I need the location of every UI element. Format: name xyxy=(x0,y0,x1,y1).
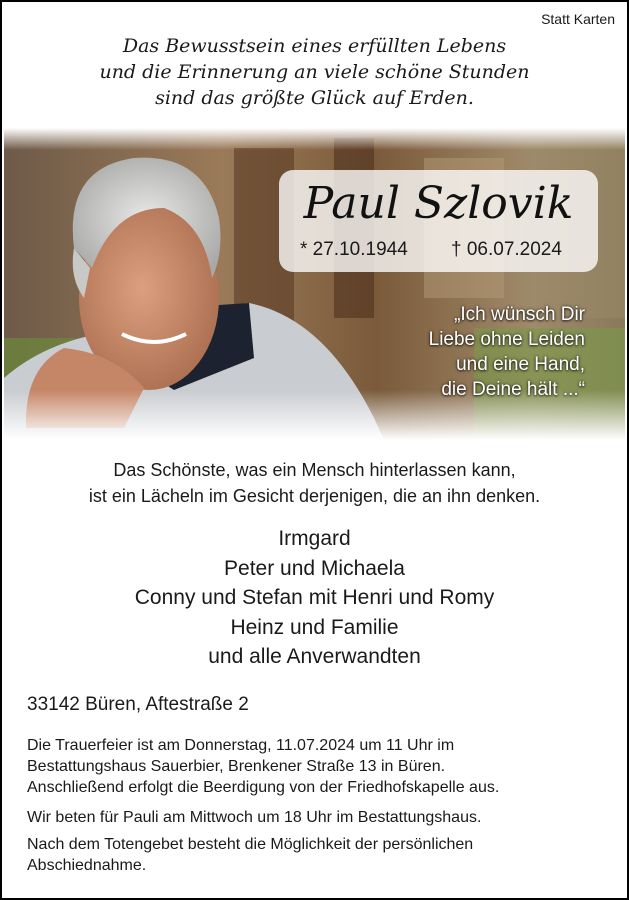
deceased-name: Paul Szlovik xyxy=(303,178,574,229)
mourner: und alle Anverwandten xyxy=(208,645,421,668)
mourners-list xyxy=(0,524,629,672)
farewell-info-line: Nach dem Totengebet besteht die Möglichkeit der persönlichen xyxy=(27,836,474,853)
mourner: Heinz und Familie xyxy=(230,615,399,639)
saying xyxy=(0,457,629,509)
mourner: Conny und Stefan mit Henri und Romy xyxy=(134,586,495,609)
address: 33142 Büren, Aftestraße 2 xyxy=(27,694,249,715)
saying-line: ist ein Lächeln im Gesicht derjenigen, die an ihn denken. xyxy=(88,486,541,506)
farewell-info-line: Abschiednahme. xyxy=(27,857,147,874)
mourner: Peter und Michaela xyxy=(224,556,405,580)
photo-quote-line: Liebe ohne Leiden xyxy=(428,329,585,350)
photo-quote-line: und eine Hand, xyxy=(456,354,585,375)
photo-quote-line: „Ich wünsch Dir xyxy=(454,304,585,325)
prayer-info-line: Wir beten für Pauli am Mittwoch um 18 Uhr im Bestattungshaus. xyxy=(27,809,482,826)
statt-karten-label: Statt Karten xyxy=(541,11,615,27)
top-quote-line: Das Bewusstsein eines erfüllten Lebens xyxy=(122,35,507,57)
farewell-info xyxy=(27,834,473,876)
photo-quote-line: die Deine hält ...“ xyxy=(441,379,585,400)
birth-date: * 27.10.1944 xyxy=(300,239,408,260)
prayer-info xyxy=(27,807,481,828)
top-quote xyxy=(0,33,629,111)
mourner: Irmgard xyxy=(278,527,351,550)
top-quote-line: sind das größte Glück auf Erden. xyxy=(155,87,474,109)
top-quote-line: und die Erinnerung an viele schöne Stunden xyxy=(99,61,530,83)
saying-line: Das Schönste, was ein Mensch hinterlassen kann, xyxy=(113,460,516,480)
death-date: † 06.07.2024 xyxy=(451,239,562,260)
funeral-info-line: Die Trauerfeier ist am Donnerstag, 11.07.2024 um 11 Uhr im xyxy=(27,737,455,754)
funeral-info-line: Bestattungshaus Sauerbier, Brenkener Straße 13 in Büren. xyxy=(27,758,446,775)
funeral-info-paragraph xyxy=(27,735,499,798)
funeral-info-line: Anschließend erfolgt die Beerdigung von der Friedhofskapelle aus. xyxy=(27,779,500,796)
photo-quote xyxy=(429,302,585,402)
